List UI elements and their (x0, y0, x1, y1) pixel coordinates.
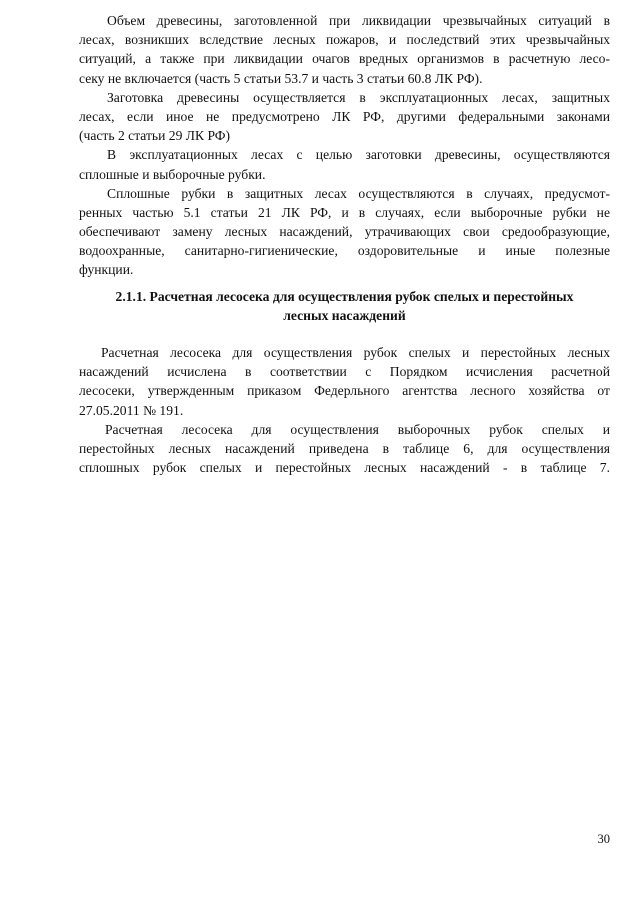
text-line: Объем древесины, заготовленной при ликвидации чрезвычайных ситуаций в (107, 13, 610, 28)
text-line: Сплошные рубки в защитных лесах осуществляются в случаях, предусмот- (107, 185, 610, 201)
text-line: 27.05.2011 № 191. (79, 402, 184, 418)
text-line: (часть 2 статьи 29 ЛК РФ) (79, 128, 231, 144)
text-line: лесах, возникших вследствие лесных пожаров, и последствий этих чрезвычайных (79, 32, 610, 48)
text-line: лесах, если иное не предусмотрено ЛК РФ, другими федеральными законами (79, 108, 610, 124)
section-heading (79, 288, 610, 326)
text-line: обеспечивают замену лесных насаждений, утрачивающих свои средообразующие, (79, 224, 610, 240)
body-text-top (79, 11, 610, 280)
text-line: сплошных рубок спелых и перестойных лесных насаждений - в таблице 7. (79, 460, 610, 476)
text-line: ренных частью 5.1 статьи 21 ЛК РФ, и в случаях, если выборочные рубки не (79, 204, 610, 220)
heading-line-1: 2.1.1. Расчетная лесосека для осуществления рубок спелых и перестойных (115, 289, 574, 304)
text-line: насаждений исчислена в соответствии с Порядком исчисления расчетной (79, 364, 610, 380)
text-line: сплошные и выборочные рубки. (79, 166, 266, 182)
text-line: Заготовка древесины осуществляется в эксплуатационных лесах, защитных (107, 89, 610, 105)
text-line: Расчетная лесосека для осуществления рубок спелых и перестойных лесных (101, 345, 610, 360)
text-line: перестойных лесных насаждений приведена в таблице 6, для осуществления (79, 440, 610, 456)
text-line: Расчетная лесосека для осуществления выборочных рубок спелых и (105, 421, 610, 437)
text-line: ситуаций, а также при ликвидации очагов вредных организмов в расчетную лесо- (79, 51, 610, 67)
text-line: секу не включается (часть 5 статьи 53.7 и часть 3 статьи 60.8 ЛК РФ). (79, 70, 483, 86)
body-text-bottom (79, 343, 610, 477)
text-line: водоохранные, санитарно-гигиенические, оздоровительные и иные полезные (79, 243, 610, 259)
page-number: 30 (597, 832, 610, 846)
heading-line-2: лесных насаждений (283, 308, 406, 324)
text-line: лесосеки, утвержденным приказом Федерльного агентства лесного хозяйства от (79, 383, 610, 399)
text-line: В эксплуатационных лесах с целью заготовки древесины, осуществляются (107, 147, 610, 163)
text-line: функции. (79, 262, 134, 278)
